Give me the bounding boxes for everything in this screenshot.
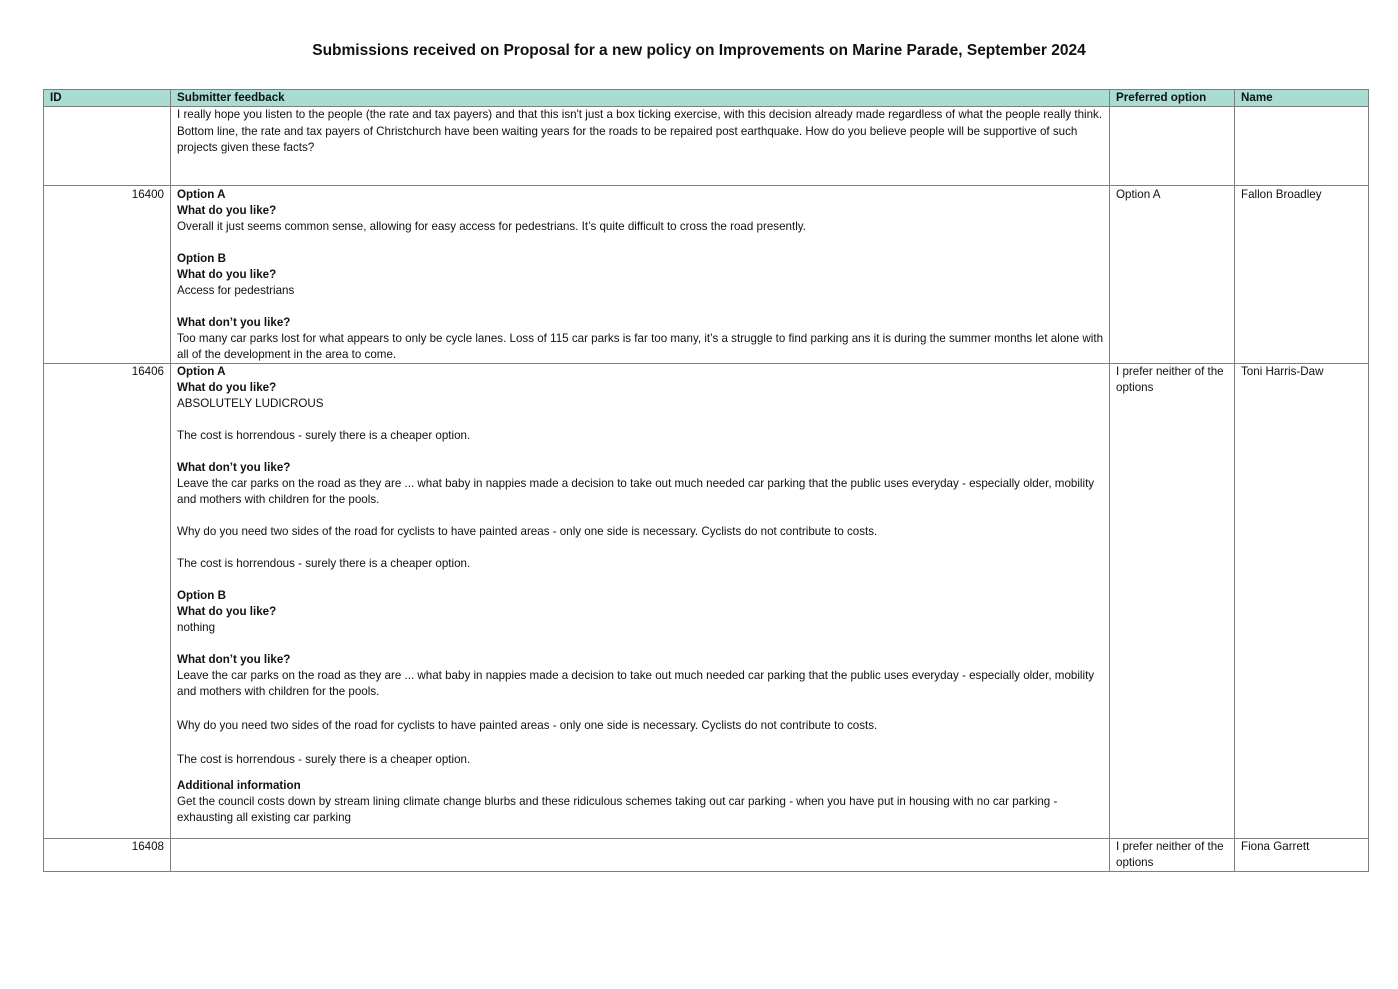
feedback-text: Get the council costs down by stream lining climate change blurbs and these ridiculous schemes taking out car parking - when you have put in housing with no car parking - exhausting all existing car parking: [177, 795, 1058, 824]
page-title: Submissions received on Proposal for a new policy on Improvements on Marine Parade, September 2024: [312, 42, 1086, 59]
feedback-text: ABSOLUTELY LUDICROUS: [177, 397, 324, 410]
table-header: [44, 90, 1369, 107]
feedback-text: Why do you need two sides of the road for cyclists to have painted areas - only one side is necessary. Cyclists do not contribute to costs.: [177, 719, 878, 732]
feedback-text: I really hope you listen to the people (the rate and tax payers) and that this isn't just a box ticking exercise, with this decision already made regardless of what the people really think.: [177, 108, 1103, 121]
question-label: What don’t you like?: [177, 653, 291, 666]
submissions-table: [43, 89, 1369, 872]
submission-id: 16406: [44, 364, 171, 839]
submission-id: 16400: [44, 186, 171, 364]
table-row: [44, 364, 1369, 839]
option-heading: Option A: [177, 365, 226, 378]
column-header-feedback: Submitter feedback: [171, 90, 1110, 107]
feedback-text: Overall it just seems common sense, allowing for easy access for pedestrians. It’s quite difficult to cross the road presently.: [177, 220, 806, 233]
submitter-feedback: [171, 839, 1110, 872]
column-header-preferred-option: Preferred option: [1110, 90, 1235, 107]
section-heading-additional: Additional information: [177, 779, 301, 792]
question-label: What do you like?: [177, 381, 277, 394]
feedback-text: The cost is horrendous - surely there is a cheaper option.: [177, 429, 471, 442]
preferred-option: Option A: [1110, 186, 1235, 364]
submitter-feedback: [171, 186, 1110, 364]
feedback-text: Leave the car parks on the road as they are ... what baby in nappies made a decision to take out much needed car parking that the public uses everyday - especially older, mobility and mothers with children for the pools.: [177, 477, 1095, 506]
table-row: [44, 839, 1369, 872]
submission-id: [44, 107, 171, 186]
submitter-name: Toni Harris-Daw: [1235, 364, 1369, 839]
preferred-option: [1110, 107, 1235, 186]
question-label: What do you like?: [177, 204, 277, 217]
column-header-id: ID: [44, 90, 171, 107]
question-label: What don’t you like?: [177, 316, 291, 329]
feedback-text: Access for pedestrians: [177, 284, 295, 297]
feedback-text: Too many car parks lost for what appears to only be cycle lanes. Loss of 115 car parks is far too many, it’s a struggle to find parking ans it is during the summer months let alone with all of the development in the area to come.: [177, 332, 1104, 361]
feedback-text: Why do you need two sides of the road for cyclists to have painted areas - only one side is necessary. Cyclists do not contribute to costs.: [177, 525, 878, 538]
feedback-text: The cost is horrendous - surely there is a cheaper option.: [177, 557, 471, 570]
question-label: What don’t you like?: [177, 461, 291, 474]
submitter-feedback: [171, 364, 1110, 839]
submission-id: 16408: [44, 839, 171, 872]
preferred-option: I prefer neither of the options: [1110, 364, 1235, 839]
question-label: What do you like?: [177, 268, 277, 281]
feedback-text: Leave the car parks on the road as they are ... what baby in nappies made a decision to take out much needed car parking that the public uses everyday - especially older, mobility and mothers with children for the pools.: [177, 669, 1095, 698]
feedback-text: nothing: [177, 621, 216, 634]
table-row: [44, 107, 1369, 186]
column-header-name: Name: [1235, 90, 1369, 107]
feedback-text: The cost is horrendous - surely there is a cheaper option.: [177, 753, 471, 766]
submitter-name: Fallon Broadley: [1235, 186, 1369, 364]
header-row: [44, 90, 1369, 107]
option-heading: Option B: [177, 589, 226, 602]
preferred-option: I prefer neither of the options: [1110, 839, 1235, 872]
feedback-text: Bottom line, the rate and tax payers of Christchurch have been waiting years for the roads to be repaired post earthquake. How do you believe people will be supportive of such projects given these facts?: [177, 125, 1078, 154]
submitter-name: [1235, 107, 1369, 186]
option-heading: Option B: [177, 252, 226, 265]
submitter-name: Fiona Garrett: [1235, 839, 1369, 872]
question-label: What do you like?: [177, 605, 277, 618]
option-heading: Option A: [177, 188, 226, 201]
table-row: [44, 186, 1369, 364]
submitter-feedback: [171, 107, 1110, 186]
